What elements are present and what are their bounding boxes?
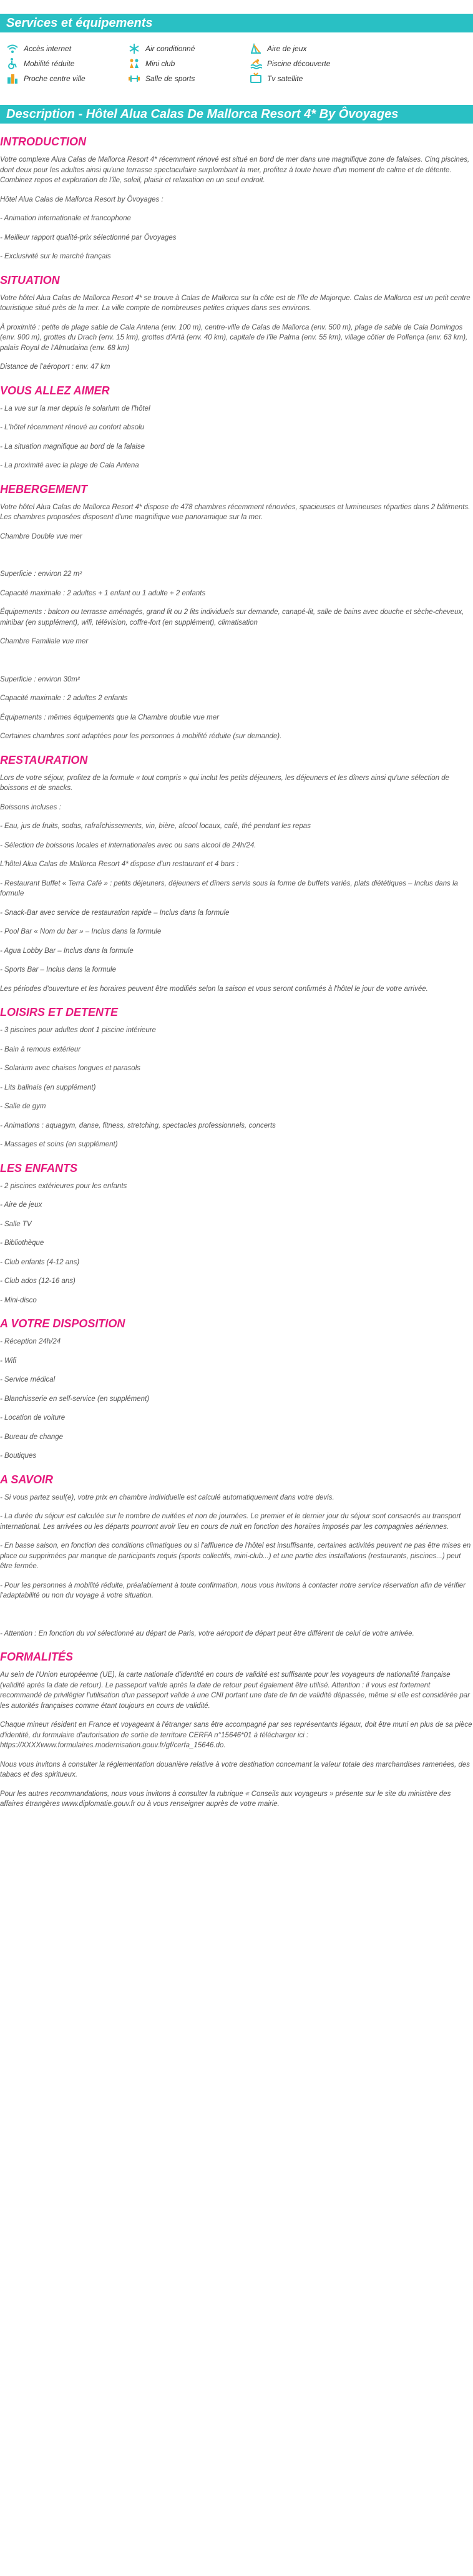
paragraph: Votre hôtel Alua Calas de Mallorca Resort 4* se trouve à Calas de Mallorca sur la côte est de l'île de Majorque. Calas de Mallorca est un petit centre touristique situé près de la mer. La ville compte de nombreuses petites criques dans ses environs. — [0, 294, 471, 312]
paragraph: - Club ados (12-16 ans) — [0, 1277, 76, 1285]
paragraph: Hôtel Alua Calas de Mallorca Resort by Ôvoyages : — [0, 195, 163, 203]
paragraph: Chambre Double vue mer — [0, 532, 82, 540]
paragraph: À proximité : petite de plage sable de Cala Antena (env. 100 m), centre-ville de Calas de Mallorca (env. 500 m), plage de sable de Cala Domingos (env. 900 m), grottes du Drach (env. 15 km), grottes d'Artà (env. 40 km), capitale de l'île Palma (env. 55 km), village côtier de Pollença (env. 63 km), palais Royal de l'Almudaina (env. 68 km) — [0, 323, 468, 352]
paragraph: - Agua Lobby Bar – Inclus dans la formule — [0, 947, 134, 955]
paragraph: - Meilleur rapport qualité-prix sélectionné par Ôvoyages — [0, 233, 177, 242]
services-grid — [0, 35, 473, 85]
service-label: Piscine découverte — [267, 59, 331, 68]
service-label: Accès internet — [24, 44, 72, 53]
service-item — [128, 42, 195, 55]
paragraph: - Location de voiture — [0, 1414, 66, 1422]
section-heading: VOUS ALLEZ AIMER — [0, 384, 110, 397]
paragraph: Pour les autres recommandations, nous vous invitons à consulter la rubrique « Conseils aux voyageurs » présente sur le site du ministère des affaires étrangères www.diplomatie.gouv.fr ou à vous renseigner auprès de votre mairie. — [0, 1790, 451, 1808]
paragraph: - Mini-disco — [0, 1296, 37, 1304]
paragraph: - Animations : aquagym, danse, fitness, stretching, spectacles professionnels, concerts — [0, 1121, 276, 1129]
section-heading: FORMALITÉS — [0, 1651, 73, 1663]
paragraph: Équipements : mêmes équipements que la Chambre double vue mer — [0, 713, 219, 721]
paragraph: - Wifi — [0, 1357, 17, 1365]
paragraph: Les périodes d'ouverture et les horaires peuvent être modifiés selon la saison et vous seront confirmés à l'hôtel le jour de votre arrivée. — [0, 985, 428, 993]
paragraph: Lors de votre séjour, profitez de la formule « tout compris » qui inclut les petits déjeuners, les déjeuners et les dîners ainsi qu'une sélection de boissons et de snacks. — [0, 774, 450, 792]
paragraph: - Attention : En fonction du vol sélectionné au départ de Paris, votre aéroport de départ peut être différent de celui de votre arrivée. — [0, 1629, 414, 1637]
paragraph: - Massages et soins (en supplément) — [0, 1141, 118, 1148]
service-label: Air conditionné — [145, 44, 195, 53]
service-item — [250, 72, 303, 85]
section-heading: LES ENFANTS — [0, 1161, 78, 1174]
section-heading: LOISIRS ET DETENTE — [0, 1006, 119, 1018]
service-item — [128, 72, 195, 85]
paragraph: Chaque mineur résident en France et voyageant à l'étranger sans être accompagné par ses représentants légaux, doit être muni en plus de sa pièce d'identité, du formulaire d'autorisation de sortie de territoire CERFA n°15646*01 à télécharger ici : https://XXXXwww.formulaires.modernisation.gouv.fr/gf/cerfa_15646.do. — [0, 1721, 472, 1749]
paragraph — [0, 656, 473, 666]
paragraph: Capacité maximale : 2 adultes + 1 enfant ou 1 adulte + 2 enfants — [0, 589, 206, 597]
paragraph: - Bureau de change — [0, 1433, 64, 1441]
section-heading: INTRODUCTION — [0, 135, 86, 148]
paragraph — [0, 1610, 473, 1620]
paragraph: - Eau, jus de fruits, sodas, rafraîchissements, vin, bière, alcool locaux, café, thé pendant les repas — [0, 822, 311, 830]
paragraph: - La vue sur la mer depuis le solarium de l'hôtel — [0, 404, 150, 412]
paragraph: Capacité maximale : 2 adultes 2 enfants — [0, 695, 128, 702]
paragraph: Certaines chambres sont adaptées pour les personnes à mobilité réduite (sur demande). — [0, 733, 282, 740]
paragraph: - Sports Bar – Inclus dans la formule — [0, 966, 116, 973]
description-body — [0, 124, 473, 1810]
description-banner — [0, 105, 473, 124]
paragraph: - Exclusivité sur le marché français — [0, 253, 111, 260]
service-item — [250, 42, 306, 55]
paragraph: - Solarium avec chaises longues et parasols — [0, 1065, 141, 1072]
service-label: Salle de sports — [145, 74, 195, 83]
description-title: Description - Hôtel Alua Calas De Mallorca Resort 4* By Ôvoyages — [6, 107, 399, 121]
service-item — [250, 57, 330, 70]
paragraph: L'hôtel Alua Calas de Mallorca Resort 4* dispose d'un restaurant et 4 bars : — [0, 861, 239, 868]
paragraph: Équipements : balcon ou terrasse aménagés, grand lit ou 2 lits individuels sur demande, canapé-lit, salle de bains avec douche et sèche-cheveux, minibar (en supplément), wifi, télévision, coffre-fort (en supplément), climatisation — [0, 608, 464, 627]
paragraph: - L'hôtel récemment rénové au confort absolu — [0, 424, 145, 431]
section-heading: SITUATION — [0, 273, 60, 286]
section-heading: RESTAURATION — [0, 753, 88, 766]
paragraph: - La durée du séjour est calculée sur le nombre de nuitées et non de journées. Le premier et le dernier jour du séjour sont consacrés au transport international. Les arrivées ou les départs pourront avoir lieu en cours de nuit en fonction des horaires imposés par les compagnies aériennes. — [0, 1513, 461, 1531]
paragraph — [0, 550, 473, 560]
city-icon — [6, 72, 19, 85]
service-label: Tv satellite — [267, 74, 303, 83]
paragraph: - Lits balinais (en supplément) — [0, 1083, 96, 1091]
paragraph: - Sélection de boissons locales et internationales avec ou sans alcool de 24h/24. — [0, 841, 256, 849]
paragraph: Chambre Familiale vue mer — [0, 638, 89, 645]
snowflake-icon — [128, 42, 140, 55]
service-label: Aire de jeux — [267, 44, 307, 53]
service-label: Mobilité réduite — [24, 59, 75, 68]
section-heading: A SAVOIR — [0, 1473, 54, 1486]
paragraph: - Bain à remous extérieur — [0, 1045, 81, 1053]
service-label: Mini club — [145, 59, 175, 68]
paragraph: - Salle TV — [0, 1220, 32, 1228]
paragraph: - Club enfants (4-12 ans) — [0, 1258, 80, 1266]
paragraph: - Animation internationale et francophone — [0, 215, 131, 222]
service-label: Proche centre ville — [24, 74, 85, 83]
paragraph: - Bibliothèque — [0, 1239, 44, 1247]
paragraph: Nous vous invitons à consulter la réglementation douanière relative à votre destination concernant la valeur totale des marchandises ramenées, des tabacs et des spiritueux. — [0, 1760, 471, 1778]
section-heading: A VOTRE DISPOSITION — [0, 1317, 125, 1330]
paragraph: Boissons incluses : — [0, 803, 61, 811]
section-heading: HEBERGEMENT — [0, 482, 88, 495]
paragraph: - Restaurant Buffet « Terra Café » : petits déjeuners, déjeuners et dîners servis sous la forme de buffets variés, plats diététiques – Inclus dans la formule — [0, 879, 459, 897]
paragraph: - Salle de gym — [0, 1103, 46, 1110]
paragraph: - Pool Bar « Nom du bar » – Inclus dans la formule — [0, 928, 162, 935]
service-item — [6, 57, 74, 70]
paragraph: - 3 piscines pour adultes dont 1 piscine intérieure — [0, 1027, 156, 1034]
paragraph: - Blanchisserie en self-service (en supplément) — [0, 1395, 150, 1403]
paragraph: Superficie : environ 30m² — [0, 675, 80, 683]
paragraph: Votre hôtel Alua Calas de Mallorca Resort 4* dispose de 478 chambres récemment rénovées, spacieuses et lumineuses réparties dans 2 bâtiments. Les chambres proposées disposent d'une magnifique vue panoramique sur la mer. — [0, 503, 471, 521]
paragraph: - La proximité avec la plage de Cala Antena — [0, 462, 139, 469]
paragraph: Distance de l'aéroport : env. 47 km — [0, 363, 110, 371]
paragraph: Votre complexe Alua Calas de Mallorca Resort 4* récemment rénové est situé en bord de mer dans une magnifique zone de falaises. Cinq piscines, dont deux pour les adultes ainsi qu'une terrasse spectaculaire surplombant la mer, profitez à toute heure d'un moment de calme et de détente. Combinez repos et exploration de l'île, soleil, plaisir et relaxation en un seul endroit. — [0, 156, 470, 184]
paragraph: - La situation magnifique au bord de la falaise — [0, 442, 145, 451]
services-banner — [0, 14, 473, 32]
service-item — [128, 57, 175, 70]
service-item — [6, 42, 71, 55]
paragraph: - Boutiques — [0, 1452, 37, 1460]
paragraph: - Si vous partez seul(e), votre prix en chambre individuelle est calculé automatiquement dans votre devis. — [0, 1493, 334, 1501]
tv-icon — [250, 72, 262, 85]
paragraph: - Pour les personnes à mobilité réduite, préalablement à toute confirmation, nous vous invitons à contacter notre service réservation afin de vérifier l'adaptabilité ou non du voyage à votre situation. — [0, 1581, 466, 1599]
gym-icon — [128, 72, 140, 85]
wifi-icon — [6, 42, 19, 55]
paragraph: - Service médical — [0, 1376, 56, 1383]
paragraph: - En basse saison, en fonction des conditions climatiques ou si l'affluence de l'hôtel est insuffisante, certaines activités peuvent ne pas être mises en place ou supprimées par manque de participants requis (sports collectifs, mini-club...) et une partie des installations (restaurants, piscines...) peut être fermée. — [0, 1542, 471, 1570]
playground-icon — [250, 42, 262, 55]
paragraph: Au sein de l'Union européenne (UE), la carte nationale d'identité en cours de validité est suffisante pour les voyageurs de nationalité française (validité après la date de retour). Le passeport valide après la date de retour peut également être utilisé. Attention : il vous est fortement recommandé de privilégier l'utilisation d'un passeport valide à une CNI portant une date de fin de validité dépassée, même si elle est considérée par les autorités françaises comme étant toujours en cours de validité. — [0, 1671, 470, 1710]
paragraph: - Snack-Bar avec service de restauration rapide – Inclus dans la formule — [0, 909, 230, 917]
paragraph: - Aire de jeux — [0, 1201, 42, 1209]
paragraph: - Réception 24h/24 — [0, 1338, 61, 1345]
service-item — [6, 72, 85, 85]
paragraph: Superficie : environ 22 m² — [0, 570, 82, 578]
paragraph: - 2 piscines extérieures pour les enfants — [0, 1182, 127, 1190]
pool-icon — [250, 57, 262, 70]
wheelchair-icon — [6, 57, 19, 70]
services-title: Services et équipements — [6, 16, 153, 30]
kids-club-icon — [128, 57, 140, 70]
